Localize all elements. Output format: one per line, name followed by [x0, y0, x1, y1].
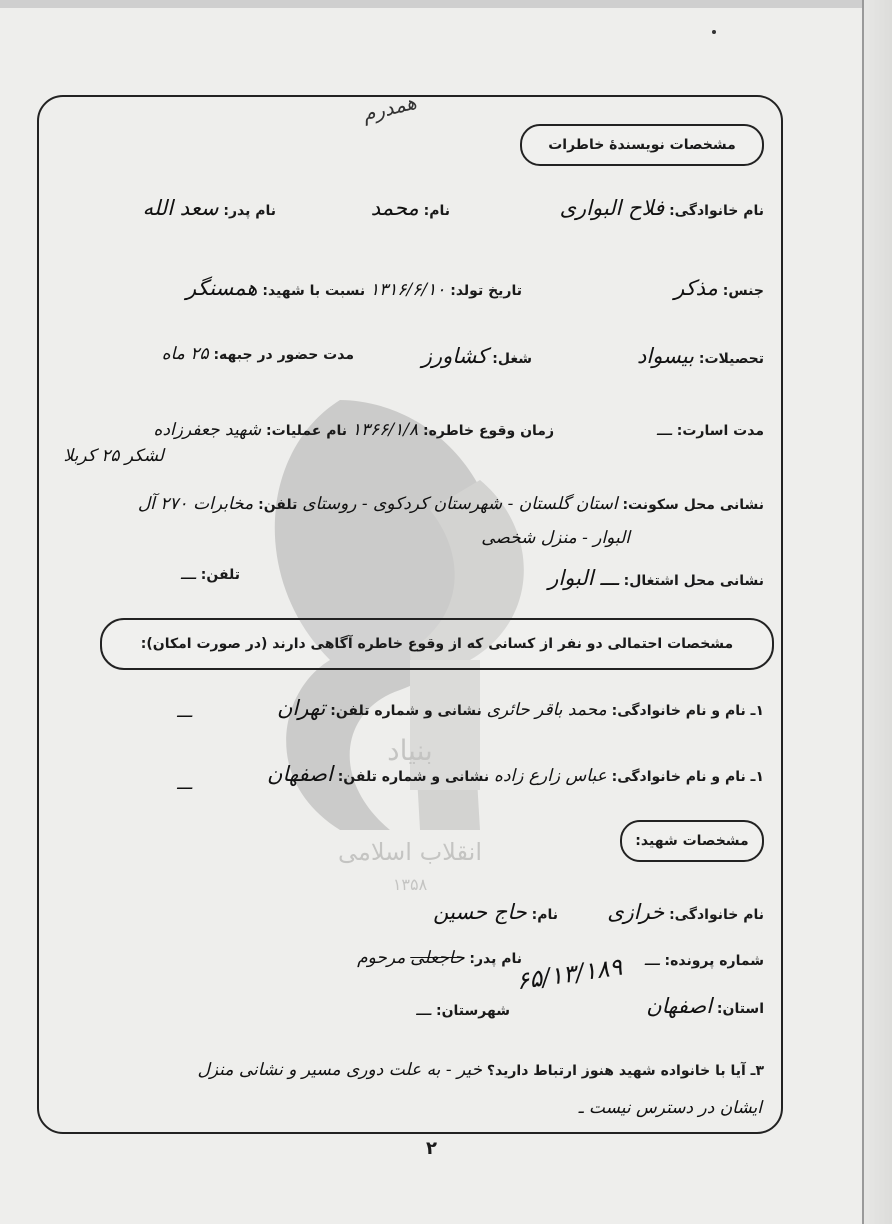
- writer-address-row: [138, 494, 764, 514]
- writer-birth-value: ۱۳۱۶/۶/۱۰: [369, 280, 446, 300]
- witness-2-dash: ـــ: [177, 774, 192, 794]
- header-witnesses-text: مشخصات احتمالی دو نفر از کسانی که از وقوع خاطره آگاهی دارند (در صورت امکان):: [140, 636, 734, 652]
- header-writer-text: مشخصات نویسندهٔ خاطرات: [548, 137, 736, 153]
- witness-2-addr: اصفهان: [267, 762, 333, 786]
- writer-father-row: [143, 196, 276, 220]
- witness-1-dash: ـــ: [177, 702, 192, 722]
- martyr-name-row: [433, 900, 558, 924]
- writer-front-label: مدت حضور در جبهه:: [213, 347, 354, 363]
- scan-right-line: [862, 0, 864, 1224]
- writer-phone-value: مخابرات ۲۷۰ آل: [137, 494, 254, 514]
- writer-memory-time-label: زمان وقوع خاطره:: [423, 423, 554, 439]
- header-martyr: [620, 820, 764, 862]
- writer-work-address-value: ـــ البوار: [548, 566, 619, 590]
- martyr-file-label: شماره پرونده:: [664, 953, 764, 969]
- writer-operation-value: شهید جعفرزاده: [153, 420, 262, 440]
- writer-front-value: ۲۵ ماه: [161, 344, 209, 364]
- writer-job-row: [422, 344, 532, 368]
- scan-top-edge: [0, 0, 892, 8]
- writer-education-row: [637, 344, 764, 368]
- writer-gender-label: جنس:: [722, 283, 764, 299]
- writer-birth-row: [186, 276, 522, 300]
- writer-work-phone-value: ـــ: [180, 564, 196, 584]
- martyr-name-value: حاج حسین: [433, 900, 527, 924]
- martyr-father-row: [357, 948, 522, 968]
- header-martyr-text: مشخصات شهید:: [635, 833, 749, 849]
- writer-job-value: کشاورز: [421, 344, 488, 368]
- martyr-province-label: استان:: [716, 1001, 764, 1017]
- writer-front-row: [162, 344, 354, 364]
- watermark-text: بنیاد: [387, 734, 433, 767]
- martyr-province-value: اصفهان: [646, 994, 713, 1018]
- writer-address-label: نشانی محل سکونت:: [622, 497, 764, 513]
- martyr-code-value: ۶۵/۱۳/۱۸۹: [514, 952, 624, 996]
- martyr-name-label: نام:: [531, 907, 558, 923]
- witness-2-row: [267, 762, 764, 786]
- witness-1-addr-label: نشانی و شماره تلفن:: [330, 703, 482, 719]
- martyr-city-label: شهرستان:: [435, 1003, 510, 1019]
- question-3-answer: خیر - به علت دوری مسیر و نشانی منزل: [197, 1060, 482, 1080]
- writer-work-phone-row: [181, 564, 240, 584]
- martyr-file-row: [645, 950, 764, 970]
- writer-education-value: بیسواد: [637, 344, 694, 368]
- question-3-answer-2: ایشان در دسترس نیست ـ: [578, 1098, 762, 1118]
- writer-gender-row: [674, 276, 764, 300]
- writer-work-phone-label: تلفن:: [200, 567, 240, 583]
- writer-job-label: شغل:: [492, 351, 532, 367]
- question-3-label: ۳ـ آیا با خانواده شهید هنوز ارتباط دارید؟: [486, 1063, 764, 1079]
- writer-operation-label: نام عملیات:: [266, 423, 347, 439]
- handwritten-stamp: همدرم: [359, 89, 419, 127]
- writer-family-row: [560, 196, 764, 220]
- witness-2-addr-label: نشانی و شماره تلفن:: [337, 769, 490, 785]
- writer-relation-label: نسبت با شهید:: [262, 283, 366, 299]
- witness-1-name: محمد باقر حائری: [486, 700, 607, 720]
- martyr-family-label: نام خانوادگی:: [669, 907, 764, 923]
- writer-address-value: استان گلستان - شهرستان کردکوی - روستای: [302, 494, 618, 514]
- writer-father-value: سعد الله: [142, 196, 219, 220]
- writer-captivity-row: [657, 420, 764, 440]
- writer-family-value: فلاح البوارى: [559, 196, 665, 220]
- writer-captivity-label: مدت اسارت:: [676, 423, 764, 439]
- martyr-family-row: [607, 900, 764, 924]
- martyr-father-value-2: مرحوم: [357, 948, 406, 968]
- writer-relation-value: همسنگر: [186, 276, 258, 300]
- watermark-text-2: انقلاب اسلامی: [338, 838, 482, 866]
- witness-2-name: عباس زارع زاده: [494, 766, 607, 786]
- martyr-city-value: ـــ: [416, 1000, 432, 1020]
- question-3-row: [197, 1060, 764, 1080]
- writer-father-label: نام پدر:: [223, 203, 276, 219]
- scan-speck: [712, 30, 716, 34]
- writer-gender-value: مذکر: [674, 276, 718, 300]
- writer-name-label: نام:: [423, 203, 450, 219]
- watermark-year: ۱۳۵۸: [392, 875, 428, 894]
- writer-work-row: [548, 566, 764, 590]
- writer-memory-time-value: ۱۳۶۶/۱/۸: [351, 420, 419, 440]
- martyr-file-value: ـــ: [644, 950, 660, 970]
- martyr-province-row: [646, 994, 764, 1018]
- martyr-family-value: خرازی: [607, 900, 665, 924]
- witness-2-label: ۱ـ نام و نام خانوادگی:: [611, 769, 764, 785]
- writer-address-value-2: البوار - منزل شخصی: [481, 528, 630, 548]
- header-writer: [520, 124, 764, 166]
- writer-name-row: [371, 196, 450, 220]
- header-witnesses: [100, 618, 774, 670]
- witness-1-label: ۱ـ نام و نام خانوادگی:: [611, 703, 764, 719]
- writer-family-label: نام خانوادگی:: [669, 203, 764, 219]
- writer-operation-value-2: لشکر ۲۵ کربلا: [63, 446, 164, 466]
- witness-1-row: [277, 696, 764, 720]
- martyr-city-row: [416, 1000, 510, 1020]
- martyr-father-value: حاجعلی: [410, 948, 465, 968]
- writer-memory-row: [154, 420, 554, 440]
- page-number: ۲: [426, 1138, 437, 1159]
- writer-phone-label: تلفن:: [258, 497, 298, 513]
- writer-work-address-label: نشانی محل اشتغال:: [623, 573, 764, 589]
- witness-1-addr: تهران: [276, 696, 326, 720]
- martyr-father-label: نام پدر:: [469, 951, 522, 967]
- scan-right-margin: [862, 0, 892, 1224]
- writer-birth-label: تاریخ تولد:: [450, 283, 522, 299]
- writer-name-value: محمد: [370, 196, 419, 220]
- writer-captivity-value: ـــ: [656, 420, 672, 440]
- writer-education-label: تحصیلات:: [698, 351, 764, 367]
